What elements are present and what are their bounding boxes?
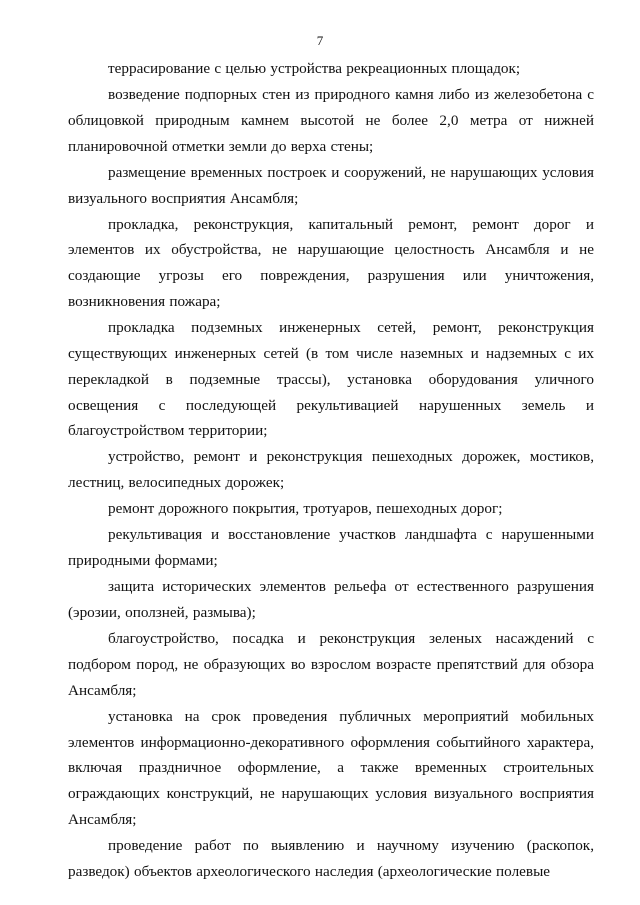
paragraph-landscaping: благоустройство, посадка и реконструкция зеленых насаждений с подбором пород, не образующих во взрослом возрасте препятствий для обзора Ансамбля; <box>68 630 594 699</box>
paragraph-relief-protection: защита исторических элементов рельефа от естественного разрушения (эрозии, оползней, размыва); <box>68 578 594 622</box>
paragraph-retaining-walls: возведение подпорных стен из природного камня либо из железобетона с облицовкой природным камнем высотой не более 2,0 метра от нижней планировочной отметки земли до верха стены; <box>68 86 594 155</box>
paragraph-landscape-recultivation: рекультивация и восстановление участков ландшафта с нарушенными природными формами; <box>68 526 594 570</box>
paragraph-terracing: террасирование с целью устройства рекреационных площадок; <box>108 60 521 77</box>
paragraph-road-surface: ремонт дорожного покрытия, тротуаров, пешеходных дорог; <box>108 500 503 518</box>
paragraph-temporary-structures: размещение временных построек и сооружений, не нарушающих условия визуального восприятия Ансамбля; <box>68 163 594 207</box>
paragraph-footpaths: устройство, ремонт и реконструкция пешеходных дорожек, мостиков, лестниц, велосипедных дорожек; <box>68 448 594 492</box>
paragraph-engineering-networks: прокладка подземных инженерных сетей, ремонт, реконструкция существующих инженерных сетей (в том числе наземных и надземных с их перекладкой в подземные трассы), установка оборудования уличного освещения с последующей рекультивацией нарушенных земель и благоустройством территории; <box>68 319 594 440</box>
page-number: 7 <box>316 33 324 48</box>
document-body <box>68 56 594 885</box>
paragraph-mobile-elements: установка на срок проведения публичных мероприятий мобильных элементов информационно-декоративного оформления событийного характера, включая праздничное оформление, а также временных строительных ограждающих конструкций, не нарушающих условия визуального восприятия Ансамбля; <box>68 707 594 829</box>
paragraph-roads: прокладка, реконструкция, капитальный ремонт, ремонт дорог и элементов их обустройства, не нарушающие целостность Ансамбля и не создающие угрозы его повреждения, разрушения или уничтожения, возникновения пожара; <box>68 215 594 311</box>
paragraph-archaeology: проведение работ по выявлению и научному изучению (раскопок, разведок) объектов археологического наследия (археологические полевые <box>68 837 594 880</box>
